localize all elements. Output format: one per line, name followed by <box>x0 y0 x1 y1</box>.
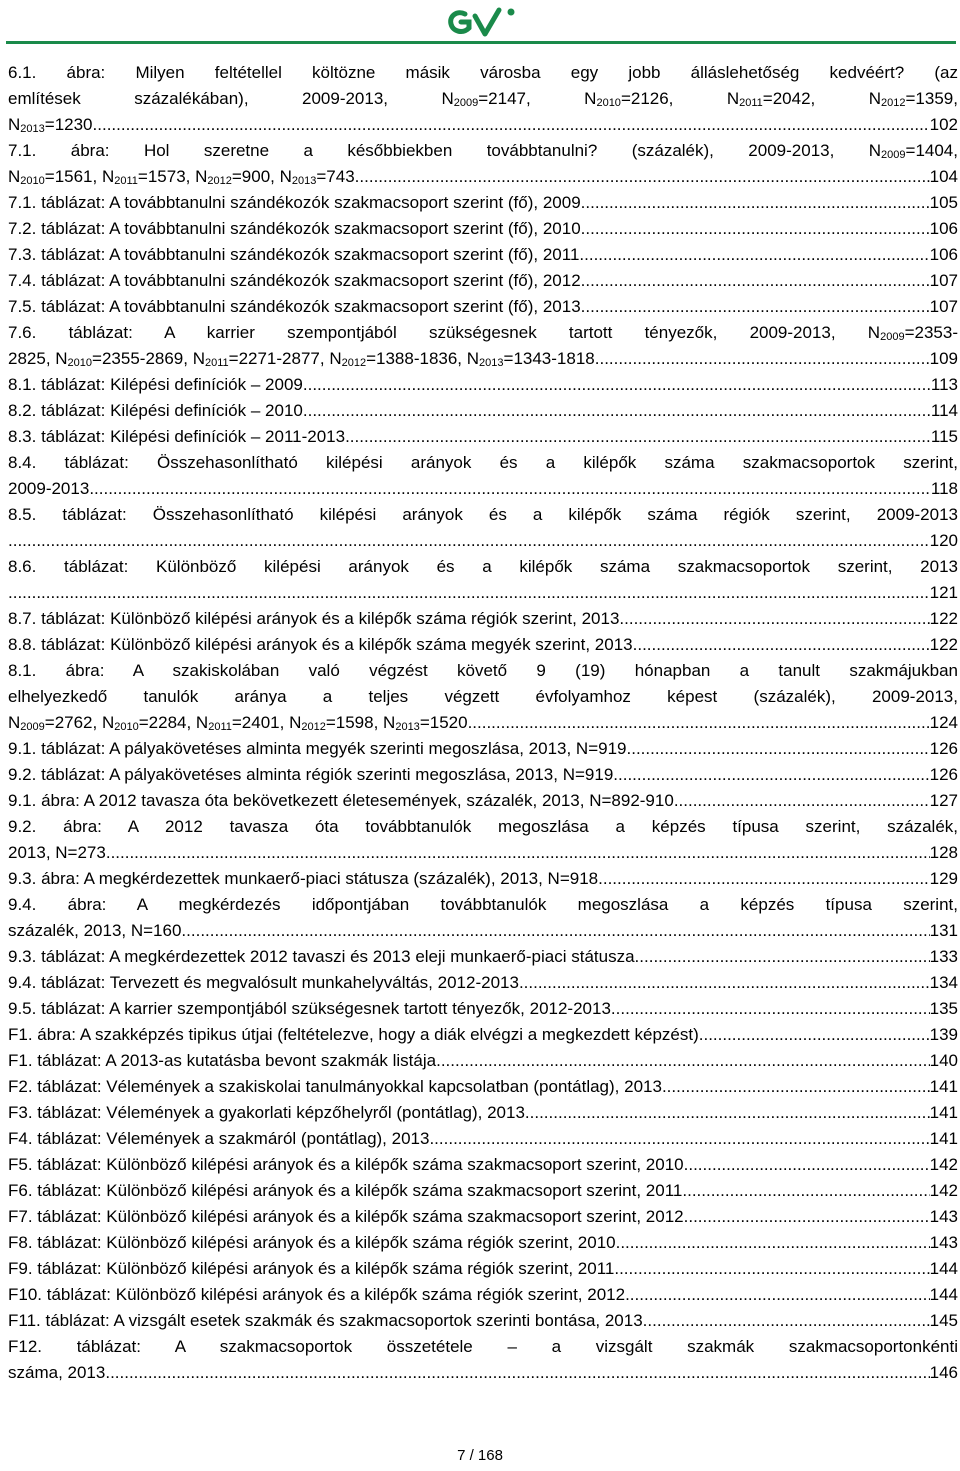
toc-entry[interactable] <box>8 320 958 372</box>
toc-page-number: 133 <box>929 947 958 966</box>
toc-entry-text: F8. táblázat: Különböző kilépési arányok és a kilépők száma régiók szerint, 2010 <box>8 1233 616 1252</box>
toc-page-number: 145 <box>929 1311 958 1330</box>
toc-entry[interactable] <box>8 944 958 970</box>
toc-entry-text: 9.2. táblázat: A pályakövetéses alminta régiók szerinti megoszlása, 2013, N=919 <box>8 765 614 784</box>
toc-entry[interactable] <box>8 268 958 294</box>
toc-page-number: 139 <box>929 1025 958 1044</box>
toc-entry-text: 7.4. táblázat: A továbbtanulni szándékozók szakmacsoport szerint (fő), 2012 <box>8 271 581 290</box>
toc-page-number: 124 <box>929 713 958 732</box>
toc-entry[interactable] <box>8 190 958 216</box>
toc-entry-text: F10. táblázat: Különböző kilépési arányok és a kilépők száma régiók szerint, 2012 <box>8 1285 626 1304</box>
page-number: 7 / 168 <box>457 1447 503 1464</box>
toc-entry-text: említések százalékában), 2009-2013, $N_{2009}=2147$, $N_{2010}=2126$, $N_{2011}=2042$, $N_{2012}=1359$, <box>8 89 958 109</box>
toc-entry-text: száma, 2013 <box>8 1363 106 1382</box>
dot-leader <box>684 1204 930 1230</box>
toc-page-number: 106 <box>929 219 958 238</box>
toc-entry-text: 8.2. táblázat: Kilépési definíciók – 2010 <box>8 401 303 420</box>
toc-page-number: 144 <box>929 1259 958 1278</box>
toc-entry[interactable] <box>8 1308 958 1334</box>
toc-entry[interactable] <box>8 814 958 866</box>
dot-leader <box>616 1230 930 1256</box>
toc-entry-text: F9. táblázat: Különböző kilépési arányok és a kilépők száma régiók szerint, 2011 <box>8 1259 615 1278</box>
toc-entry-text: F11. táblázat: A vizsgált esetek szakmák és szakmacsoportok szerinti bontása, 2013 <box>8 1311 643 1330</box>
dot-leader <box>595 346 930 372</box>
dot-leader <box>635 944 930 970</box>
toc-entry[interactable] <box>8 216 958 242</box>
toc-entry-text: 7.1. ábra: Hol szeretne a későbbiekben továbbtanulni? (százalék), 2009-2013, $N_{2009}=1404$, <box>8 141 958 161</box>
dot-leader <box>519 970 930 996</box>
toc-entry-text: 7.5. táblázat: A továbbtanulni szándékozók szakmacsoport szerint (fő), 2013 <box>8 297 581 316</box>
toc-entry-text: 8.7. táblázat: Különböző kilépési arányok és a kilépők száma régiók szerint, 2013 <box>8 609 620 628</box>
toc-entry[interactable] <box>8 1256 958 1282</box>
dot-leader <box>662 1074 930 1100</box>
toc-entry-text: F4. táblázat: Vélemények a szakmáról (pontátlag), 2013 <box>8 1129 430 1148</box>
toc-page-number: 107 <box>929 297 958 316</box>
dot-leader <box>598 866 929 892</box>
toc-page-number: 122 <box>929 609 958 628</box>
toc-entry-text: 2013, N=273 <box>8 843 106 862</box>
toc-entry-text: 8.6. táblázat: Különböző kilépési arányok és a kilépők száma szakmacsoportok szerint, 2013 <box>8 557 958 576</box>
toc-entry-text: 9.2. ábra: A 2012 tavasza óta továbbtanulók megoszlása a képzés típusa szerint, százalék, <box>8 817 958 836</box>
dot-leader <box>684 1152 930 1178</box>
toc-entry[interactable] <box>8 138 958 190</box>
toc-entry-text: 7.6. táblázat: A karrier szempontjából szükségesnek tartott tényezők, 2009-2013, $N_{2009}=2353-$ <box>8 323 958 343</box>
dot-leader <box>181 918 929 944</box>
toc-entry[interactable] <box>8 1126 958 1152</box>
dot-leader <box>614 1256 929 1282</box>
dot-leader <box>619 606 929 632</box>
toc-entry-text: 9.1. táblázat: A pályakövetéses alminta megyék szerinti megoszlása, 2013, N=919 <box>8 739 627 758</box>
dot-leader <box>611 996 930 1022</box>
toc-page-number: 104 <box>929 167 958 186</box>
toc-entry[interactable] <box>8 242 958 268</box>
toc-entry-text: F2. táblázat: Vélemények a szakiskolai tanulmányokkal kapcsolatban (pontátlag), 2013 <box>8 1077 662 1096</box>
toc-entry[interactable] <box>8 632 958 658</box>
dot-leader <box>627 736 930 762</box>
toc-entry-text: $N_{2013}=1230$. <box>8 115 98 135</box>
dot-leader <box>581 190 930 216</box>
dot-leader <box>8 580 930 606</box>
toc-page-number: 118 <box>930 479 958 498</box>
dot-leader <box>8 528 930 554</box>
toc-page-number: 120 <box>929 531 958 550</box>
dot-leader <box>89 476 931 502</box>
toc-entry-text: 9.4. ábra: A megkérdezés időpontjában továbbtanulók megoszlása a képzés típusa szerint, <box>8 895 958 914</box>
dot-leader <box>643 1308 930 1334</box>
toc-entry-text: 6.1. ábra: Milyen feltétellel költözne másik városba egy jobb álláslehetőség kedvéért? (az <box>8 63 958 82</box>
toc-page-number: 115 <box>930 427 958 446</box>
toc-page-number: 143 <box>929 1233 958 1252</box>
toc-entry-text: 2825, $N_{2010}=2355-2869$, $N_{2011}=2271-2877$, $N_{2012}=1388-1836$, $N_{2013}=1343-1818$ <box>8 349 595 369</box>
toc-entry-text: 9.3. ábra: A megkérdezettek munkaerő-piaci státusza (százalék), 2013, N=918 <box>8 869 599 888</box>
toc-entry[interactable] <box>8 788 958 814</box>
toc-entry[interactable] <box>8 606 958 632</box>
toc-page-number: 142 <box>929 1181 958 1200</box>
toc-page-number: 107 <box>929 271 958 290</box>
toc-page-number: 146 <box>929 1363 958 1382</box>
toc-entry-text: 9.5. táblázat: A karrier szempontjából szükségesnek tartott tényezők, 2012-2013 <box>8 999 611 1018</box>
toc-entry-text: F5. táblázat: Különböző kilépési arányok és a kilépők száma szakmacsoport szerint, 2010 <box>8 1155 684 1174</box>
toc-entry[interactable] <box>8 970 958 996</box>
toc-entry-text: 8.1. táblázat: Kilépési definíciók – 2009 <box>8 375 303 394</box>
toc-page-number: 102 <box>929 115 958 134</box>
toc-entry-text: 9.3. táblázat: A megkérdezettek 2012 tavaszi és 2013 eleji munkaerő-piaci státusza <box>8 947 635 966</box>
dot-leader <box>525 1100 930 1126</box>
toc-entry[interactable] <box>8 1230 958 1256</box>
dot-leader <box>97 112 929 138</box>
publisher-logo <box>447 6 521 38</box>
toc-entry[interactable] <box>8 1048 958 1074</box>
dot-leader <box>581 294 930 320</box>
toc-entry[interactable] <box>8 1282 958 1308</box>
dot-leader <box>468 710 930 736</box>
toc-entry[interactable] <box>8 372 958 398</box>
toc-page-number: 105 <box>929 193 958 212</box>
toc-entry-text: F1. ábra: A szakképzés tipikus útjai (feltételezve, hogy a diák elvégzi a megkezdett képzést) <box>8 1025 699 1044</box>
toc-entry[interactable] <box>8 762 958 788</box>
dot-leader <box>699 1022 930 1048</box>
toc-page-number: 141 <box>929 1103 958 1122</box>
toc-entry[interactable] <box>8 1178 958 1204</box>
toc-page-number: 143 <box>929 1207 958 1226</box>
dot-leader <box>674 788 930 814</box>
toc-entry[interactable] <box>8 1022 958 1048</box>
toc-entry-text: százalék, 2013, N=160 <box>8 921 182 940</box>
dot-leader <box>106 840 930 866</box>
toc-entry-text: 8.4. táblázat: Összehasonlítható kilépési arányok és a kilépők száma szakmacsoportok szerint, <box>8 453 958 472</box>
toc-page-number: 134 <box>929 973 958 992</box>
dot-leader <box>303 372 931 398</box>
toc-entry-text: 9.1. ábra: A 2012 tavasza óta bekövetkezett életesemények, százalék, 2013, N=892-910 <box>8 791 674 810</box>
toc-entry-text: $N_{2009}=2762$, $N_{2010}=2284$, $N_{2011}=2401$, $N_{2012}=1598$, $N_{2013}=1520$ <box>8 713 468 733</box>
toc-entry[interactable] <box>8 736 958 762</box>
toc-entry[interactable] <box>8 1152 958 1178</box>
toc-entry-text: 2009-2013 <box>8 479 90 498</box>
toc-page-number: 131 <box>929 921 958 940</box>
toc-entry-text: F6. táblázat: Különböző kilépési arányok és a kilépők száma szakmacsoport szerint, 2011 <box>8 1181 683 1200</box>
toc-page-number: 142 <box>929 1155 958 1174</box>
toc-entry[interactable] <box>8 60 958 138</box>
toc-entry[interactable] <box>8 450 958 502</box>
toc-entry-text: 7.2. táblázat: A továbbtanulni szándékozók szakmacsoport szerint (fő), 2010 <box>8 219 581 238</box>
toc-entry-text: 8.3. táblázat: Kilépési definíciók – 2011-2013 <box>8 427 346 446</box>
toc-entry[interactable] <box>8 658 958 736</box>
dot-leader <box>355 164 930 190</box>
dot-leader <box>303 398 931 424</box>
toc-page-number: 113 <box>930 375 958 394</box>
toc-entry[interactable] <box>8 1334 958 1386</box>
toc-page-number: 121 <box>929 583 958 602</box>
gv-logo-icon <box>447 6 521 38</box>
dot-leader <box>579 242 929 268</box>
toc-entry-text: F3. táblázat: Vélemények a gyakorlati képzőhelyről (pontátlag), 2013 <box>8 1103 525 1122</box>
toc-page-number: 127 <box>929 791 958 810</box>
dot-leader <box>581 216 930 242</box>
dot-leader <box>429 1126 929 1152</box>
toc-page-number: 129 <box>929 869 958 888</box>
toc-entry-text: 8.5. táblázat: Összehasonlítható kilépési arányok és a kilépők száma régiók szerint, 2009-2013 <box>8 505 958 524</box>
toc-page-number: 135 <box>929 999 958 1018</box>
dot-leader <box>625 1282 930 1308</box>
toc-entry-text: 8.8. táblázat: Különböző kilépési arányok és a kilépők száma megyék szerint, 2013 <box>8 635 633 654</box>
toc-page-number: 140 <box>929 1051 958 1070</box>
dot-leader <box>345 424 931 450</box>
dot-leader <box>682 1178 929 1204</box>
toc-entry-text: 9.4. táblázat: Tervezett és megvalósult munkahelyváltás, 2012-2013 <box>8 973 519 992</box>
toc-entry-text: F12. táblázat: A szakmacsoportok összetétele – a vizsgált szakmák szakmacsoportonkénti <box>8 1337 958 1356</box>
toc-entry-text: F1. táblázat: A 2013-as kutatásba bevont szakmák listája <box>8 1051 437 1070</box>
toc-page-number: 126 <box>929 739 958 758</box>
toc-page-number: 122 <box>929 635 958 654</box>
toc-page-number: 128 <box>929 843 958 862</box>
toc-entry[interactable] <box>8 1074 958 1100</box>
toc-entry[interactable] <box>8 398 958 424</box>
toc-page-number: 144 <box>929 1285 958 1304</box>
toc-page-number: 106 <box>929 245 958 264</box>
toc-entry-text: 8.1. ábra: A szakiskolában való végzést követő 9 (19) hónapban a tanult szakmájukban <box>8 661 958 680</box>
toc-page-number: 141 <box>929 1129 958 1148</box>
toc-entry[interactable] <box>8 502 958 554</box>
toc-page-number: 126 <box>929 765 958 784</box>
table-of-figures <box>8 60 958 1386</box>
toc-entry-text: 7.3. táblázat: A továbbtanulni szándékozók szakmacsoport szerint (fő), 2011 <box>8 245 580 264</box>
toc-entry-text: elhelyezkedő tanulók aránya a teljes végzett évfolyamhoz képest (százalék), 2009-2013, <box>8 687 958 706</box>
toc-entry-text: 7.1. táblázat: A továbbtanulni szándékozók szakmacsoport szerint (fő), 2009 <box>8 193 581 212</box>
toc-entry[interactable] <box>8 892 958 944</box>
toc-entry[interactable] <box>8 1100 958 1126</box>
toc-page-number: 109 <box>929 349 958 368</box>
toc-page-number: 141 <box>929 1077 958 1096</box>
toc-entry-text: F7. táblázat: Különböző kilépési arányok és a kilépők száma szakmacsoport szerint, 2012 <box>8 1207 684 1226</box>
dot-leader <box>613 762 929 788</box>
toc-entry[interactable] <box>8 866 958 892</box>
toc-entry[interactable] <box>8 1204 958 1230</box>
toc-entry[interactable] <box>8 996 958 1022</box>
toc-entry[interactable] <box>8 554 958 606</box>
toc-entry-text: $N_{2010}=1561$, $N_{2011}=1573$, $N_{2012}=900$, $N_{2013}=743$ <box>8 167 355 187</box>
dot-leader <box>436 1048 930 1074</box>
dot-leader <box>633 632 930 658</box>
toc-page-number: 114 <box>930 401 958 420</box>
dot-leader <box>581 268 930 294</box>
dot-leader <box>105 1360 929 1386</box>
header-rule <box>6 41 956 44</box>
toc-entry[interactable] <box>8 294 958 320</box>
toc-entry[interactable] <box>8 424 958 450</box>
